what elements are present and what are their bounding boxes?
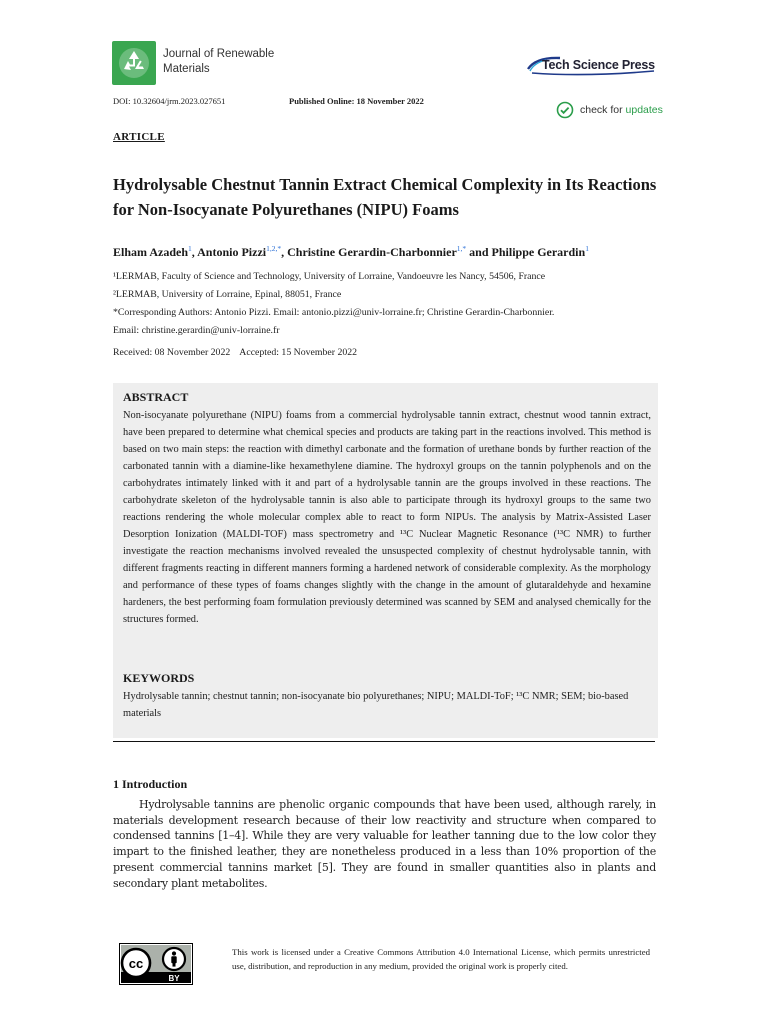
author-name: Philippe Gerardin xyxy=(491,245,586,259)
publisher-name: Tech Science Press xyxy=(542,58,655,72)
check-suffix: updates xyxy=(625,104,663,117)
doi[interactable]: DOI: 10.32604/jrm.2023.027651 xyxy=(113,96,226,106)
dates xyxy=(113,347,357,358)
check-for-updates-label xyxy=(580,104,663,116)
paper-title: Hydrolysable Chestnut Tannin Extract Chemical Complexity in Its Reactions for Non-Isocyanate Polyurethanes (NIPU) Foams xyxy=(113,175,657,219)
creative-commons-by-icon[interactable] xyxy=(119,943,193,985)
keywords-heading: KEYWORDS xyxy=(123,671,195,685)
author-separator: and xyxy=(466,245,492,259)
introduction-text: Hydrolysable tannins are phenolic organic compounds that have been used, although rarely, in materials development research because of their low reactivity and structure when compared to condensed tannins [1–4]. While they are very valuable for leather tanning due to the low color they impart to the finished leather, they are nonetheless produced in a less than 10% proportion of the present commercial tannins market [5]. They are found in smaller quantities also in plants and secondary plant metabolites. xyxy=(113,798,656,890)
author-affiliation-mark[interactable]: 1,* xyxy=(456,244,467,253)
section-divider xyxy=(113,741,655,742)
introduction-heading: 1 Introduction xyxy=(113,777,188,791)
author-name: Antonio Pizzi xyxy=(197,245,267,259)
license-text: This work is licensed under a Creative Commons Attribution 4.0 International License, which permits unrestricted use, distribution, and reproduction in any medium, provided the original work is properly cited. xyxy=(232,947,650,971)
received-date: Received: 08 November 2022 xyxy=(113,347,231,358)
journal-logo-icon xyxy=(112,41,156,85)
author-list xyxy=(113,244,589,260)
affiliation-1: ¹LERMAB, Faculty of Science and Technology, University of Lorraine, Vandoeuvre les Nancy, 54506, France xyxy=(113,271,546,282)
check-prefix: check for xyxy=(580,104,623,117)
journal-name xyxy=(163,47,274,77)
check-for-updates-badge[interactable] xyxy=(556,101,663,119)
author-affiliation-mark[interactable]: 1,2,* xyxy=(266,244,282,253)
article-type-label: ARTICLE xyxy=(113,131,165,143)
accepted-date: Accepted: 15 November 2022 xyxy=(239,347,358,358)
cc-by-label: BY xyxy=(168,974,180,984)
svg-text:cc: cc xyxy=(128,956,144,971)
author-separator: , xyxy=(281,245,288,259)
abstract-text: Non-isocyanate polyurethane (NIPU) foams from a commercial hydrolysable tannin extract, chestnut wood tannin extract, have been prepared to determine what chemical species and products are taking part in the reactions involved. This method is based on two main steps: the reaction with dimethyl carbonate and the formation of urethane bonds by further reaction of the carbonated tannin with a diamine-like hexamethylene diamine. The hydroxyl groups on the tannin polyphenols and on the carbohydrates intimately linked with it and part of a hydrolysable tannin are the groups involved in these reactions. The carbohydrate skeleton of the hydrolysable tannin is also able to participate through its hydroxyl groups to the same two reactions rendering the whole molecular complex able to react to form NIPUs. The analysis by Matrix-Assisted Laser Desorption Ionization (MALDI-TOF) mass spectrometry and ¹³C Nuclear Magnetic Resonance (¹³C NMR) to further investigate the reaction mechanisms involved revealed the unsuspected complexity of chestnut hydrolysable tannin, with different fragments reacting in different manners forming a hardened network of considerable complexity. As the morphology and performance of these types of foams changes slightly with the change in the amount of glutaraldehyde and hexamine hardeners, the best performing foam formulation previously determined was scanned by SEM and analysed chemically for the structures formed. xyxy=(123,410,651,625)
published-date: Published Online: 18 November 2022 xyxy=(289,96,424,106)
author-name: Christine Gerardin-Charbonnier xyxy=(287,245,457,259)
author-name: Elham Azadeh xyxy=(113,245,189,259)
author-affiliation-mark[interactable]: 1 xyxy=(585,244,589,253)
author-separator: , xyxy=(191,245,198,259)
author-affiliation-mark[interactable]: 1 xyxy=(188,244,192,253)
abstract-heading: ABSTRACT xyxy=(123,390,189,404)
check-circle-icon xyxy=(556,101,574,119)
keywords-text: Hydrolysable tannin; chestnut tannin; non-isocyanate bio polyurethanes; NIPU; MALDI-ToF; ¹³C NMR; SEM; bio-based materials xyxy=(123,691,629,719)
journal-name-line2: Materials xyxy=(163,63,210,75)
affiliation-2: ²LERMAB, University of Lorraine, Epinal, 88051, France xyxy=(113,289,342,300)
corresponding-email: Email: christine.gerardin@univ-lorraine.fr xyxy=(113,325,280,336)
journal-name-line1: Journal of Renewable xyxy=(163,48,275,60)
corresponding-authors: *Corresponding Authors: Antonio Pizzi. Email: antonio.pizzi@univ-lorraine.fr; Christine Gerardin-Charbonnier. xyxy=(113,307,555,318)
